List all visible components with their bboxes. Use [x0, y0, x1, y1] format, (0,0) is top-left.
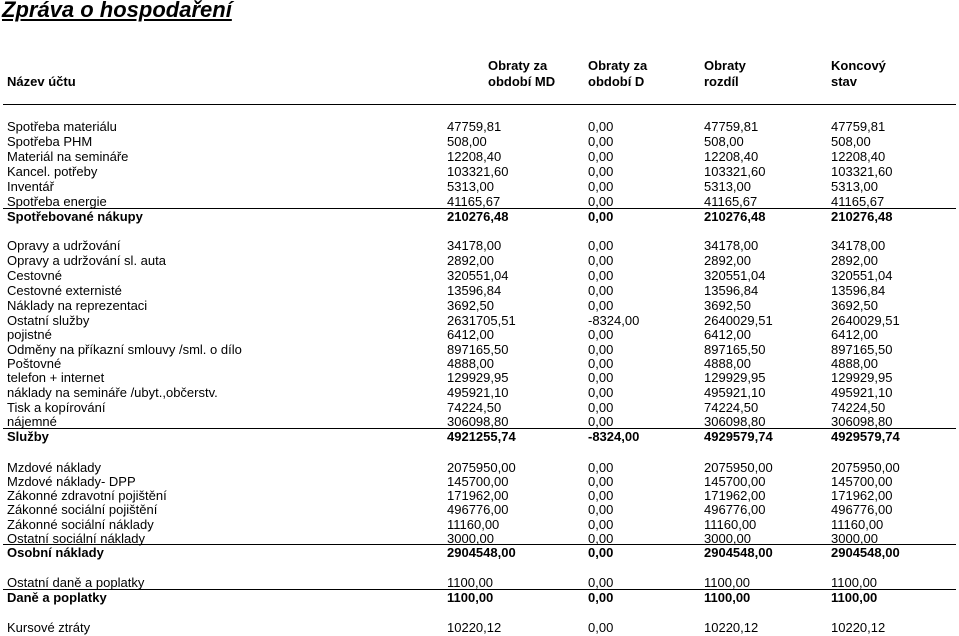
turnover-md-cell: 4888,00 [447, 356, 494, 371]
difference-cell: 12208,40 [704, 149, 759, 164]
turnover-md-cell: 306098,80 [447, 414, 509, 429]
ending-balance-cell: 496776,00 [831, 502, 893, 517]
turnover-md-cell: 10220,12 [447, 620, 502, 635]
turnover-md-cell: 41165,67 [447, 194, 501, 209]
account-name-cell: Spotřeba PHM [7, 134, 93, 149]
turnover-d-cell: 0,00 [588, 179, 614, 194]
account-name-cell: Náklady na reprezentaci [7, 298, 148, 313]
table-row [0, 194, 959, 209]
ending-balance-cell: 171962,00 [831, 488, 893, 503]
turnover-md-cell: 145700,00 [447, 474, 509, 489]
subtotal-row [0, 429, 959, 444]
table-row [0, 356, 959, 371]
difference-cell: 897165,50 [704, 342, 766, 357]
turnover-md-cell: 320551,04 [447, 268, 509, 283]
table-row [0, 400, 959, 415]
difference-cell: 5313,00 [704, 179, 751, 194]
difference-cell: 320551,04 [704, 268, 766, 283]
account-name-cell: telefon + internet [7, 370, 105, 385]
turnover-md-cell: 12208,40 [447, 149, 502, 164]
turnover-d-cell: 0,00 [588, 209, 614, 224]
turnover-d-cell: 0,00 [588, 327, 614, 342]
subtotal-row [0, 545, 959, 560]
turnover-d-cell: 0,00 [588, 400, 614, 415]
turnover-d-cell: 0,00 [588, 238, 614, 253]
turnover-md-cell: 496776,00 [447, 502, 509, 517]
turnover-md-cell: 495921,10 [447, 385, 509, 400]
ending-balance-cell: 12208,40 [831, 149, 886, 164]
header-divider [3, 104, 956, 105]
turnover-d-cell: 0,00 [588, 474, 614, 489]
account-name-cell: nájemné [7, 414, 57, 429]
ending-balance-cell: 10220,12 [831, 620, 886, 635]
difference-cell: 2075950,00 [704, 460, 773, 475]
difference-cell: 2892,00 [704, 253, 751, 268]
difference-cell: 103321,60 [704, 164, 766, 179]
turnover-md-cell: 2904548,00 [447, 545, 516, 560]
account-name-cell: Zákonné zdravotní pojištění [7, 488, 167, 503]
difference-cell: 3000,00 [704, 531, 751, 546]
ending-balance-cell: 74224,50 [831, 400, 886, 415]
turnover-md-cell: 47759,81 [447, 119, 502, 134]
turnover-d-cell: 0,00 [588, 253, 614, 268]
table-row [0, 414, 959, 429]
ending-balance-cell: 129929,95 [831, 370, 893, 385]
turnover-d-cell: 0,00 [588, 134, 614, 149]
ending-balance-cell: 3692,50 [831, 298, 878, 313]
difference-cell: 1100,00 [704, 575, 751, 590]
turnover-md-cell: 6412,00 [447, 327, 494, 342]
account-name-cell: Spotřeba materiálu [7, 119, 117, 134]
account-name-cell: Inventář [7, 179, 54, 194]
table-row [0, 342, 959, 357]
ending-balance-cell: 41165,67 [831, 194, 885, 209]
ending-balance-cell: 1100,00 [831, 590, 878, 605]
ending-balance-cell: 47759,81 [831, 119, 886, 134]
header-ending-balance: Koncový stav [831, 58, 886, 89]
account-name-cell: Ostatní daně a poplatky [7, 575, 145, 590]
difference-cell: 4888,00 [704, 356, 751, 371]
turnover-d-cell: 0,00 [588, 531, 614, 546]
account-name-cell: Cestovné [7, 268, 62, 283]
account-name-cell: Mzdové náklady- DPP [7, 474, 136, 489]
account-name-cell: Zákonné sociální náklady [7, 517, 154, 532]
turnover-md-cell: 3692,50 [447, 298, 494, 313]
table-row [0, 238, 959, 253]
table-row [0, 488, 959, 503]
table-row [0, 119, 959, 134]
difference-cell: 47759,81 [704, 119, 759, 134]
turnover-md-cell: 11160,00 [447, 517, 500, 532]
account-name-cell: Opravy a udržování [7, 238, 121, 253]
ending-balance-cell: 4929579,74 [831, 429, 900, 444]
difference-cell: 13596,84 [704, 283, 759, 298]
table-row [0, 502, 959, 517]
table-row [0, 268, 959, 283]
table-row [0, 253, 959, 268]
turnover-md-cell: 4921255,74 [447, 429, 516, 444]
ending-balance-cell: 3000,00 [831, 531, 878, 546]
table-row [0, 283, 959, 298]
table-row [0, 370, 959, 385]
ending-balance-cell: 2075950,00 [831, 460, 900, 475]
turnover-d-cell: 0,00 [588, 119, 614, 134]
account-name-cell: Zákonné sociální pojištění [7, 502, 158, 517]
table-row [0, 134, 959, 149]
turnover-md-cell: 1100,00 [447, 575, 494, 590]
table-row [0, 474, 959, 489]
turnover-md-cell: 508,00 [447, 134, 487, 149]
difference-cell: 34178,00 [704, 238, 759, 253]
account-name-cell: Spotřebované nákupy [7, 209, 143, 224]
turnover-d-cell: 0,00 [588, 298, 614, 313]
turnover-md-cell: 171962,00 [447, 488, 509, 503]
table-row [0, 460, 959, 475]
turnover-d-cell: 0,00 [588, 283, 614, 298]
ending-balance-cell: 13596,84 [831, 283, 886, 298]
table-row [0, 575, 959, 590]
account-name-cell: náklady na semináře /ubyt.,občerstv. [7, 385, 218, 400]
difference-cell: 145700,00 [704, 474, 766, 489]
account-name-cell: Kursové ztráty [7, 620, 91, 635]
account-name-cell: Osobní náklady [7, 545, 104, 560]
difference-cell: 495921,10 [704, 385, 766, 400]
turnover-d-cell: 0,00 [588, 268, 614, 283]
ending-balance-cell: 2904548,00 [831, 545, 900, 560]
account-name-cell: Služby [7, 429, 49, 444]
difference-cell: 3692,50 [704, 298, 751, 313]
difference-cell: 2640029,51 [704, 313, 773, 328]
table-row [0, 313, 959, 328]
difference-cell: 4929579,74 [704, 429, 773, 444]
turnover-md-cell: 210276,48 [447, 209, 509, 224]
turnover-md-cell: 2075950,00 [447, 460, 516, 475]
ending-balance-cell: 306098,80 [831, 414, 893, 429]
turnover-d-cell: 0,00 [588, 370, 614, 385]
turnover-d-cell: -8324,00 [588, 429, 640, 444]
account-name-cell: Ostatní sociální náklady [7, 531, 146, 546]
table-row [0, 164, 959, 179]
turnover-md-cell: 74224,50 [447, 400, 502, 415]
ending-balance-cell: 320551,04 [831, 268, 893, 283]
turnover-d-cell: 0,00 [588, 545, 614, 560]
table-row [0, 298, 959, 313]
turnover-d-cell: 0,00 [588, 575, 614, 590]
turnover-md-cell: 2892,00 [447, 253, 494, 268]
turnover-md-cell: 2631705,51 [447, 313, 516, 328]
account-name-cell: Materiál na semináře [7, 149, 129, 164]
account-name-cell: Kancel. potřeby [7, 164, 98, 179]
turnover-md-cell: 3000,00 [447, 531, 494, 546]
header-turnover-d: Obraty za období D [588, 58, 648, 89]
table-row [0, 327, 959, 342]
ending-balance-cell: 495921,10 [831, 385, 893, 400]
turnover-md-cell: 103321,60 [447, 164, 509, 179]
subtotal-row [0, 209, 959, 224]
difference-cell: 306098,80 [704, 414, 766, 429]
table-row [0, 149, 959, 164]
turnover-md-cell: 34178,00 [447, 238, 502, 253]
turnover-d-cell: -8324,00 [588, 313, 640, 328]
turnover-md-cell: 5313,00 [447, 179, 494, 194]
turnover-d-cell: 0,00 [588, 502, 614, 517]
turnover-md-cell: 897165,50 [447, 342, 509, 357]
account-name-cell: Tisk a kopírování [7, 400, 106, 415]
ending-balance-cell: 1100,00 [831, 575, 878, 590]
turnover-d-cell: 0,00 [588, 164, 614, 179]
account-name-cell: Spotřeba energie [7, 194, 107, 209]
ending-balance-cell: 4888,00 [831, 356, 878, 371]
header-account-name: Název účtu [7, 74, 76, 89]
ending-balance-cell: 508,00 [831, 134, 871, 149]
ending-balance-cell: 897165,50 [831, 342, 893, 357]
turnover-d-cell: 0,00 [588, 356, 614, 371]
ending-balance-cell: 11160,00 [831, 517, 884, 532]
header-turnover-difference: Obraty rozdíl [704, 58, 746, 89]
difference-cell: 74224,50 [704, 400, 759, 415]
account-name-cell: Opravy a udržování sl. auta [7, 253, 166, 268]
difference-cell: 1100,00 [704, 590, 751, 605]
difference-cell: 11160,00 [704, 517, 757, 532]
ending-balance-cell: 2640029,51 [831, 313, 900, 328]
account-name-cell: Mzdové náklady [7, 460, 101, 475]
turnover-d-cell: 0,00 [588, 590, 614, 605]
turnover-md-cell: 13596,84 [447, 283, 502, 298]
turnover-d-cell: 0,00 [588, 460, 614, 475]
table-row [0, 385, 959, 400]
turnover-d-cell: 0,00 [588, 488, 614, 503]
difference-cell: 508,00 [704, 134, 744, 149]
difference-cell: 129929,95 [704, 370, 766, 385]
table-row [0, 179, 959, 194]
ending-balance-cell: 5313,00 [831, 179, 878, 194]
turnover-d-cell: 0,00 [588, 342, 614, 357]
turnover-d-cell: 0,00 [588, 149, 614, 164]
ending-balance-cell: 34178,00 [831, 238, 886, 253]
account-name-cell: Poštovné [7, 356, 62, 371]
account-name-cell: Ostatní služby [7, 313, 90, 328]
account-name-cell: Odměny na příkazní smlouvy /sml. o dílo [7, 342, 242, 357]
difference-cell: 41165,67 [704, 194, 758, 209]
difference-cell: 171962,00 [704, 488, 766, 503]
turnover-md-cell: 129929,95 [447, 370, 509, 385]
turnover-d-cell: 0,00 [588, 414, 614, 429]
difference-cell: 6412,00 [704, 327, 751, 342]
turnover-md-cell: 1100,00 [447, 590, 494, 605]
ending-balance-cell: 2892,00 [831, 253, 878, 268]
ending-balance-cell: 210276,48 [831, 209, 893, 224]
turnover-d-cell: 0,00 [588, 620, 614, 635]
difference-cell: 210276,48 [704, 209, 766, 224]
account-name-cell: Daně a poplatky [7, 590, 107, 605]
turnover-d-cell: 0,00 [588, 194, 614, 209]
account-name-cell: pojistné [7, 327, 52, 342]
table-row [0, 620, 959, 635]
difference-cell: 496776,00 [704, 502, 766, 517]
ending-balance-cell: 103321,60 [831, 164, 893, 179]
account-name-cell: Cestovné externisté [7, 283, 122, 298]
difference-cell: 10220,12 [704, 620, 759, 635]
ending-balance-cell: 6412,00 [831, 327, 878, 342]
difference-cell: 2904548,00 [704, 545, 773, 560]
report-title: Zpráva o hospodaření [2, 0, 232, 22]
turnover-d-cell: 0,00 [588, 385, 614, 400]
table-row [0, 517, 959, 532]
turnover-d-cell: 0,00 [588, 517, 614, 532]
header-turnover-md: Obraty za období MD [488, 58, 556, 89]
subtotal-row [0, 590, 959, 605]
ending-balance-cell: 145700,00 [831, 474, 893, 489]
